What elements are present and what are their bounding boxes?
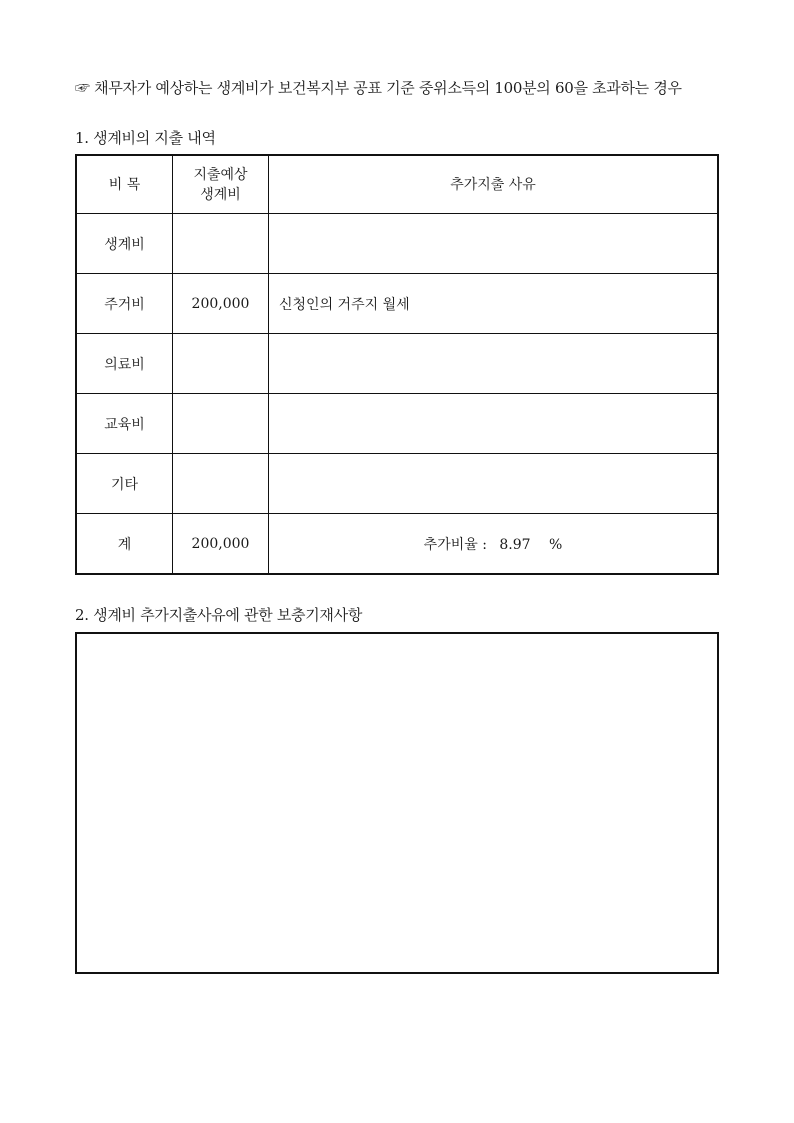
row-amount[interactable] <box>173 394 269 454</box>
supplement-textbox[interactable] <box>75 632 719 974</box>
row-reason[interactable] <box>269 214 719 274</box>
row-item: 교육비 <box>76 394 173 454</box>
row-amount[interactable]: 200,000 <box>173 274 269 334</box>
row-reason[interactable] <box>269 454 719 514</box>
notice-text: ☞ 채무자가 예상하는 생계비가 보건복지부 공표 기준 중위소득의 100분의 60을 초과하는 경우 <box>75 79 682 97</box>
expense-table <box>75 154 719 575</box>
table-row <box>76 454 718 514</box>
total-label: 계 <box>76 514 173 575</box>
ratio-unit: % <box>549 536 563 553</box>
ratio-cell <box>269 514 719 575</box>
row-amount[interactable] <box>173 214 269 274</box>
row-amount[interactable] <box>173 334 269 394</box>
row-reason[interactable]: 신청인의 거주지 월세 <box>269 274 719 334</box>
row-reason[interactable] <box>269 334 719 394</box>
ratio-label: 추가비율 : <box>423 536 487 553</box>
table-header-row <box>76 155 718 214</box>
total-amount[interactable]: 200,000 <box>173 514 269 575</box>
row-reason[interactable] <box>269 394 719 454</box>
header-item: 비 목 <box>76 155 173 214</box>
table-row <box>76 214 718 274</box>
header-amount-label: 지출예상 생계비 <box>193 166 248 203</box>
row-item: 의료비 <box>76 334 173 394</box>
ratio-value[interactable]: 8.97 <box>499 536 531 553</box>
header-reason: 추가지출 사유 <box>269 155 719 214</box>
row-item: 생계비 <box>76 214 173 274</box>
section1-title: 1. 생계비의 지출 내역 <box>75 129 216 147</box>
row-item: 주거비 <box>76 274 173 334</box>
header-amount <box>173 155 269 214</box>
row-amount[interactable] <box>173 454 269 514</box>
table-total-row <box>76 514 718 575</box>
row-item: 기타 <box>76 454 173 514</box>
table-row <box>76 334 718 394</box>
table-row <box>76 274 718 334</box>
table-row <box>76 394 718 454</box>
section2-title: 2. 생계비 추가지출사유에 관한 보충기재사항 <box>75 606 363 624</box>
